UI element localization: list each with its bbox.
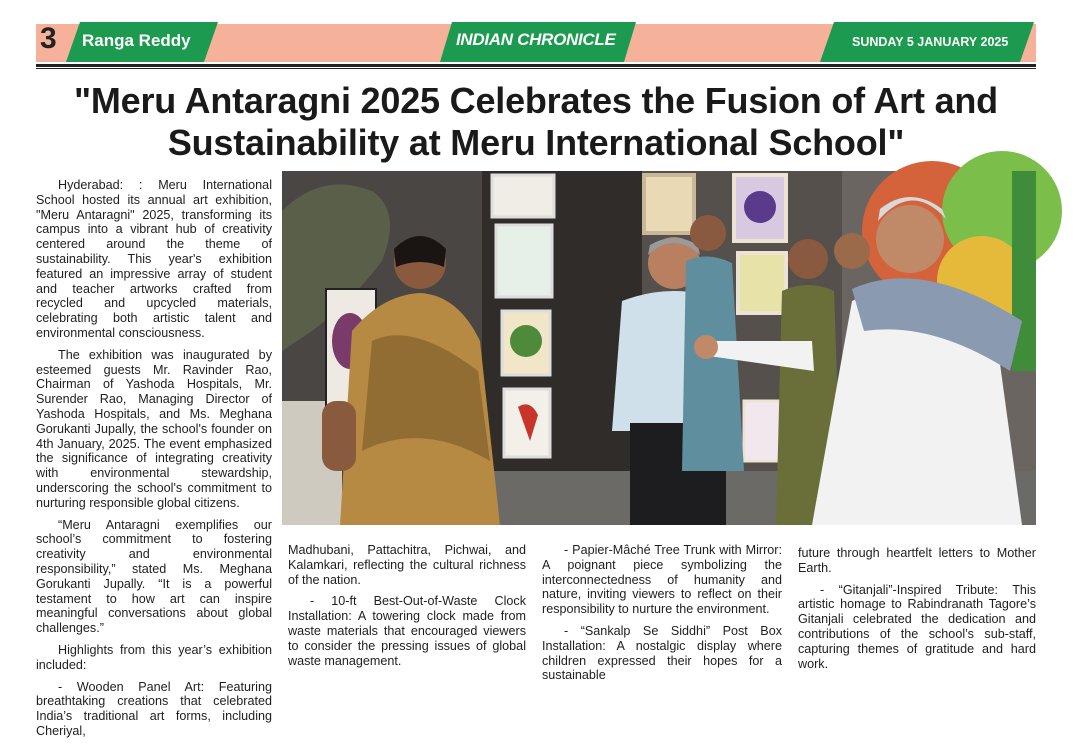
- article-paragraph: - Wooden Panel Art: Featuring breathtaking creations that celebrated India’s traditional art forms, including Cheriyal,: [36, 679, 272, 738]
- headline-line-1: "Meru Antaragni 2025 Celebrates the Fusion of Art and: [74, 80, 998, 121]
- article-paragraph: The exhibition was inaugurated by esteemed guests Mr. Ravinder Rao, Chairman of Yashoda Hospitals, Mr. Surender Rao, Managing Director of Yashoda Hospitals, and Ms. Meghana Gorukanti Jupally, the school's founder on 4th January, 2025. The event emphasized the significance of integrating creativity with environmental stewardship, underscoring the school's commitment to nurturing responsible global citizens.: [36, 347, 272, 510]
- article-paragraph: future through heartfelt letters to Mother Earth.: [798, 546, 1036, 575]
- article-paragraph: “Meru Antaragni exemplifies our school’s commitment to fostering creativity and environmental responsibility,” stated Ms. Meghana Gorukanti Jupally. “It is a powerful testament to how art can inspire meaningful conversations about global challenges.”: [36, 517, 272, 636]
- exhibition-photo-illustration: [282, 171, 1036, 525]
- article-headline: [36, 80, 1036, 164]
- page-number: 3: [40, 22, 57, 55]
- article-paragraph: Madhubani, Pattachitra, Pichwai, and Kalamkari, reflecting the cultural richness of the nation.: [288, 543, 526, 587]
- headline-line-2: Sustainability at Meru International School": [167, 122, 905, 163]
- article-column-4: [798, 546, 1036, 678]
- header-rule-thin: [36, 68, 1036, 69]
- article-paragraph: Hyderabad: : Meru International School hosted its annual art exhibition, "Meru Antaragni" 2025, transforming its campus into a vibrant hub of creativity centered around the theme of sustainability. This year's exhibition featured an impressive array of student and teacher artworks crafted from recycled and upcycled materials, celebrating both artistic talent and environmental consciousness.: [36, 178, 272, 340]
- article-paragraph: - “Gitanjali”-Inspired Tribute: This artistic homage to Rabindranath Tagore’s Gitanjali celebrated the dedication and contributions of the school’s sub-staff, capturing themes of gratitude and hard work.: [798, 582, 1036, 671]
- article-column-1: [36, 178, 272, 746]
- article-paragraph: - “Sankalp Se Siddhi” Post Box Installation: A nostalgic display where children expressed their hopes for a sustainable: [542, 623, 782, 683]
- article-column-2: [288, 543, 526, 675]
- article-paragraph: - 10-ft Best-Out-of-Waste Clock Installation: A towering clock made from waste materials that encouraged viewers to consider the pressing issues of global waste management.: [288, 594, 526, 668]
- article-photo: [282, 171, 1036, 525]
- header-rule: [36, 64, 1036, 67]
- article-paragraph: Highlights from this year’s exhibition included:: [36, 642, 272, 672]
- article-paragraph: - Papier-Mâché Tree Trunk with Mirror: A poignant piece symbolizing the interconnectedness of humanity and nature, inviting viewers to reflect on their responsibility to nurture the environment.: [542, 543, 782, 617]
- masthead: [0, 0, 1080, 70]
- issue-date: SUNDAY 5 JANUARY 2025: [852, 35, 1009, 49]
- article-column-3: [542, 543, 782, 690]
- paper-name: INDIAN CHRONICLE: [456, 30, 616, 49]
- section-label: Ranga Reddy: [82, 31, 191, 50]
